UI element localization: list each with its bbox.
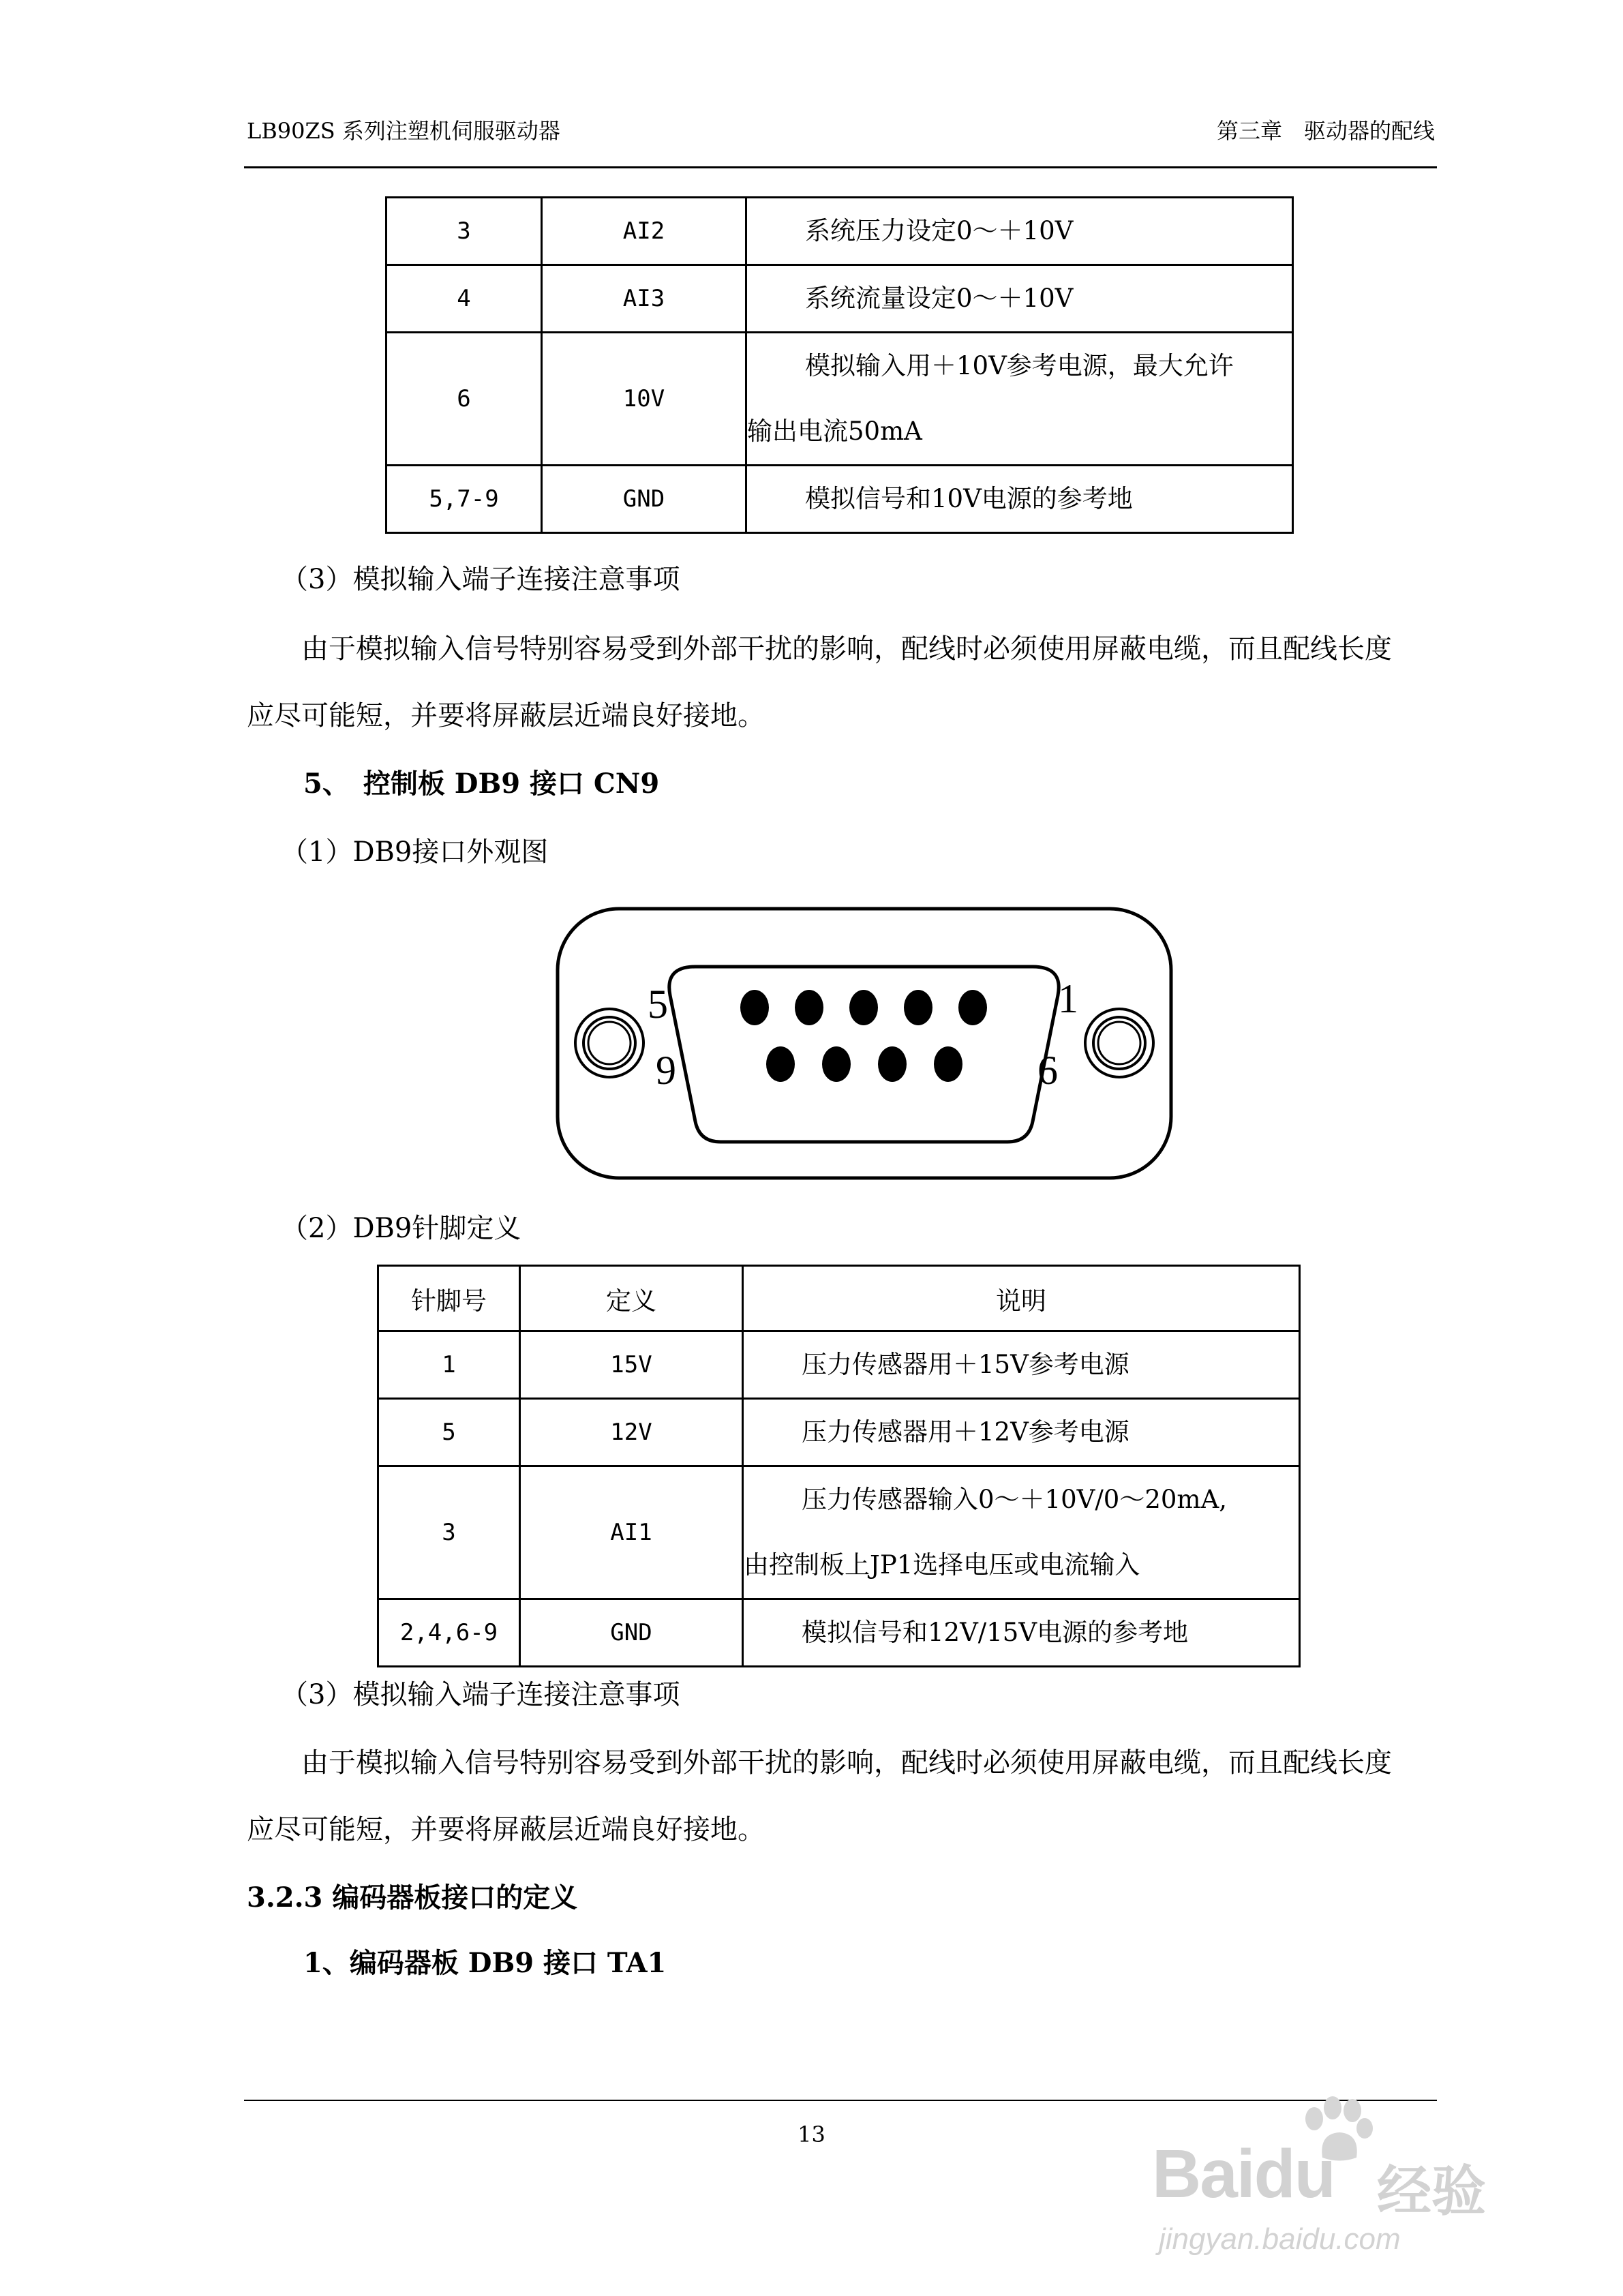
table-header-pin: 针脚号 <box>378 1266 520 1331</box>
table-row <box>386 198 1293 265</box>
def-cell: GND <box>542 466 746 533</box>
db9-pin-top <box>958 990 987 1025</box>
watermark-brand2: du <box>1254 2136 1335 2212</box>
db9-left-screw-icon <box>575 1009 643 1077</box>
header-left: LB90ZS 系列注塑机伺服驱动器 <box>247 118 560 144</box>
desc-cell <box>743 1399 1300 1466</box>
pin-cell: 5,7-9 <box>386 466 542 533</box>
db9-pin-bottom <box>766 1046 795 1082</box>
db9-pin-bottom <box>934 1046 962 1082</box>
watermark <box>1152 2086 1534 2256</box>
desc-line: 压力传感器输入0～＋10V/0～20mA, <box>802 1485 1227 1514</box>
pin-cell: 1 <box>378 1331 520 1399</box>
db9-pin-top <box>740 990 769 1025</box>
def-cell: AI2 <box>542 198 746 265</box>
header-rule <box>244 166 1437 168</box>
desc-cell <box>743 1466 1300 1599</box>
table-row <box>378 1399 1300 1466</box>
def-cell: 15V <box>520 1331 743 1399</box>
table-row <box>378 1466 1300 1599</box>
page-number: 13 <box>798 2121 825 2147</box>
db9-pin-top <box>904 990 932 1025</box>
def-cell: GND <box>520 1599 743 1667</box>
table-header-def: 定义 <box>520 1266 743 1331</box>
db9-label-top-left: 5 <box>648 982 668 1027</box>
note-para-b-line2: 应尽可能短，并要将屏蔽层近端良好接地。 <box>247 1814 765 1845</box>
desc-cell <box>746 265 1293 333</box>
watermark-cn: 经验 <box>1377 2161 1486 2222</box>
encoder-db9-title: 1、编码器板 DB9 接口 TA1 <box>303 1947 667 1979</box>
def-cell: 10V <box>542 333 746 466</box>
table-row <box>386 466 1293 533</box>
db9-pin-table <box>377 1265 1301 1667</box>
pin-cell: 6 <box>386 333 542 466</box>
header-right: 第三章 驱动器的配线 <box>1216 118 1435 144</box>
table-row <box>386 333 1293 466</box>
table-header-desc: 说明 <box>743 1266 1300 1331</box>
db9-label-bottom-left: 9 <box>656 1048 676 1093</box>
desc-cell <box>743 1331 1300 1399</box>
db9-right-screw-icon <box>1085 1009 1153 1077</box>
def-cell: AI1 <box>520 1466 743 1599</box>
note-para-a-line2: 应尽可能短，并要将屏蔽层近端良好接地。 <box>247 700 765 731</box>
desc-cell <box>746 466 1293 533</box>
def-cell: AI3 <box>542 265 746 333</box>
desc-line: 输出电流50mA <box>747 417 922 446</box>
watermark-url: jingyan.baidu.com <box>1159 2222 1401 2256</box>
desc-line: 系统压力设定0～＋10V <box>805 216 1074 245</box>
def-cell: 12V <box>520 1399 743 1466</box>
note-title-b: （3）模拟输入端子连接注意事项 <box>281 1679 680 1710</box>
db9-label-top-right: 1 <box>1058 976 1078 1021</box>
watermark-brand: Bai <box>1152 2136 1254 2212</box>
desc-line: 模拟信号和12V/15V电源的参考地 <box>802 1618 1189 1647</box>
pin-cell: 5 <box>378 1399 520 1466</box>
desc-line: 由控制板上JP1选择电压或电流输入 <box>744 1550 1140 1580</box>
table-row <box>378 1331 1300 1399</box>
desc-cell <box>743 1599 1300 1667</box>
pin-cell: 2,4,6-9 <box>378 1599 520 1667</box>
db9-pin-bottom <box>822 1046 851 1082</box>
db9-label-bottom-right: 6 <box>1037 1048 1058 1093</box>
desc-line: 系统流量设定0～＋10V <box>805 284 1074 313</box>
db9-shell <box>558 909 1171 1178</box>
section-5-title: 5、 控制板 DB9 接口 CN9 <box>303 768 660 800</box>
table-row <box>386 265 1293 333</box>
desc-line: 模拟信号和10V电源的参考地 <box>805 484 1133 513</box>
note-para-a-line1: 由于模拟输入信号特别容易受到外部干扰的影响，配线时必须使用屏蔽电缆，而且配线长度 <box>301 633 1392 665</box>
db9-appearance-label: （1）DB9接口外观图 <box>281 836 549 868</box>
desc-cell <box>746 198 1293 265</box>
db9-pin-def-label: （2）DB9针脚定义 <box>281 1213 521 1244</box>
pin-cell: 3 <box>386 198 542 265</box>
desc-line: 压力传感器用＋15V参考电源 <box>802 1350 1129 1379</box>
desc-line: 压力传感器用＋12V参考电源 <box>802 1417 1129 1447</box>
pin-cell: 3 <box>378 1466 520 1599</box>
table-row <box>378 1599 1300 1667</box>
pin-table-continued <box>385 196 1294 534</box>
desc-cell <box>746 333 1293 466</box>
desc-line: 模拟输入用＋10V参考电源，最大允许 <box>805 351 1234 380</box>
db9-connector-diagram <box>552 903 1179 1183</box>
note-para-b-line1: 由于模拟输入信号特别容易受到外部干扰的影响，配线时必须使用屏蔽电缆，而且配线长度 <box>301 1747 1392 1779</box>
pin-cell: 4 <box>386 265 542 333</box>
db9-pin-top <box>795 990 823 1025</box>
db9-pin-bottom <box>878 1046 907 1082</box>
note-title-a: （3）模拟输入端子连接注意事项 <box>281 564 680 595</box>
section-323-title: 3.2.3 编码器板接口的定义 <box>247 1882 578 1914</box>
db9-pin-top <box>849 990 878 1025</box>
